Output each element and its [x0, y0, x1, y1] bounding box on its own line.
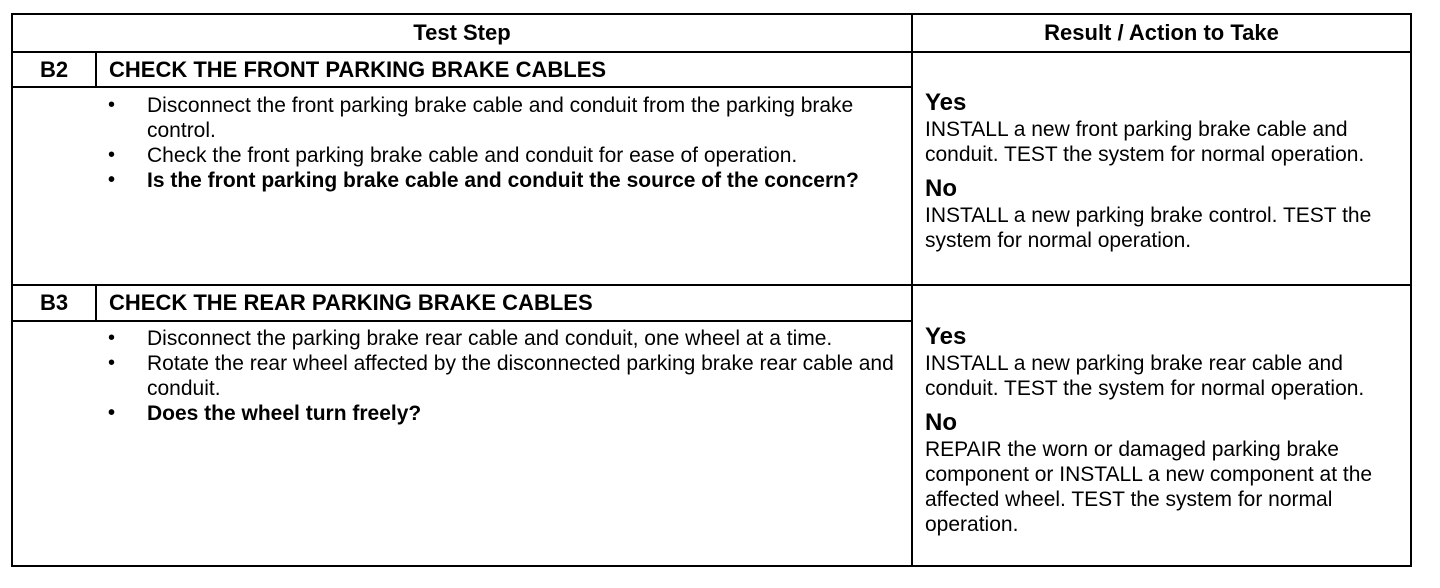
- instruction-text: Disconnect the front parking brake cable and conduit from the parking brake control.: [147, 94, 854, 142]
- b2-title-divider: [13, 86, 911, 88]
- bullet-icon: •: [108, 94, 116, 116]
- instruction-item: [97, 326, 897, 351]
- instruction-question: [97, 168, 897, 193]
- instruction-item: [97, 143, 897, 168]
- instruction-text: Is the front parking brake cable and conduit the source of the concern?: [147, 169, 859, 192]
- bullet-icon: •: [108, 169, 116, 191]
- yes-label: Yes: [925, 323, 967, 350]
- no-action: REPAIR the worn or damaged parking brake component or INSTALL a new component at the affected wheel. TEST the system for normal operation.: [925, 438, 1373, 536]
- header-result-action: Result / Action to Take: [1044, 20, 1279, 45]
- bullet-icon: •: [108, 144, 116, 166]
- step-title-b3: CHECK THE REAR PARKING BRAKE CABLES: [109, 290, 593, 315]
- no-label: No: [925, 409, 957, 436]
- result-b3: [925, 323, 1400, 537]
- yes-action: INSTALL a new front parking brake cable and conduit. TEST the system for normal operation.: [925, 118, 1365, 166]
- column-divider: [911, 15, 913, 565]
- instruction-text: Does the wheel turn freely?: [147, 402, 422, 425]
- yes-action: INSTALL a new parking brake rear cable and conduit. TEST the system for normal operation.: [925, 352, 1365, 400]
- bullet-icon: •: [108, 402, 116, 424]
- yes-label: Yes: [925, 89, 967, 116]
- instruction-item: [97, 351, 897, 401]
- instruction-item: [97, 93, 897, 143]
- b3-title-divider: [13, 320, 911, 322]
- bullet-icon: •: [108, 327, 116, 349]
- step-instructions-b3: [97, 326, 897, 426]
- header-test-step: Test Step: [413, 20, 511, 45]
- result-b2: [925, 89, 1400, 253]
- step-title-b2: CHECK THE FRONT PARKING BRAKE CABLES: [109, 57, 607, 82]
- step-id-b2: B2: [39, 57, 69, 82]
- no-label: No: [925, 175, 957, 202]
- bullet-icon: •: [108, 352, 116, 374]
- no-action: INSTALL a new parking brake control. TEST the system for normal operation.: [925, 204, 1372, 252]
- instruction-question: [97, 401, 897, 426]
- step-id-b3: B3: [39, 290, 69, 315]
- instruction-text: Disconnect the parking brake rear cable and conduit, one wheel at a time.: [147, 327, 833, 350]
- instruction-text: Check the front parking brake cable and conduit for ease of operation.: [147, 144, 798, 167]
- instruction-text: Rotate the rear wheel affected by the disconnected parking brake rear cable and conduit.: [147, 352, 894, 400]
- step-instructions-b2: [97, 93, 897, 193]
- diagnostic-table: [11, 13, 1412, 567]
